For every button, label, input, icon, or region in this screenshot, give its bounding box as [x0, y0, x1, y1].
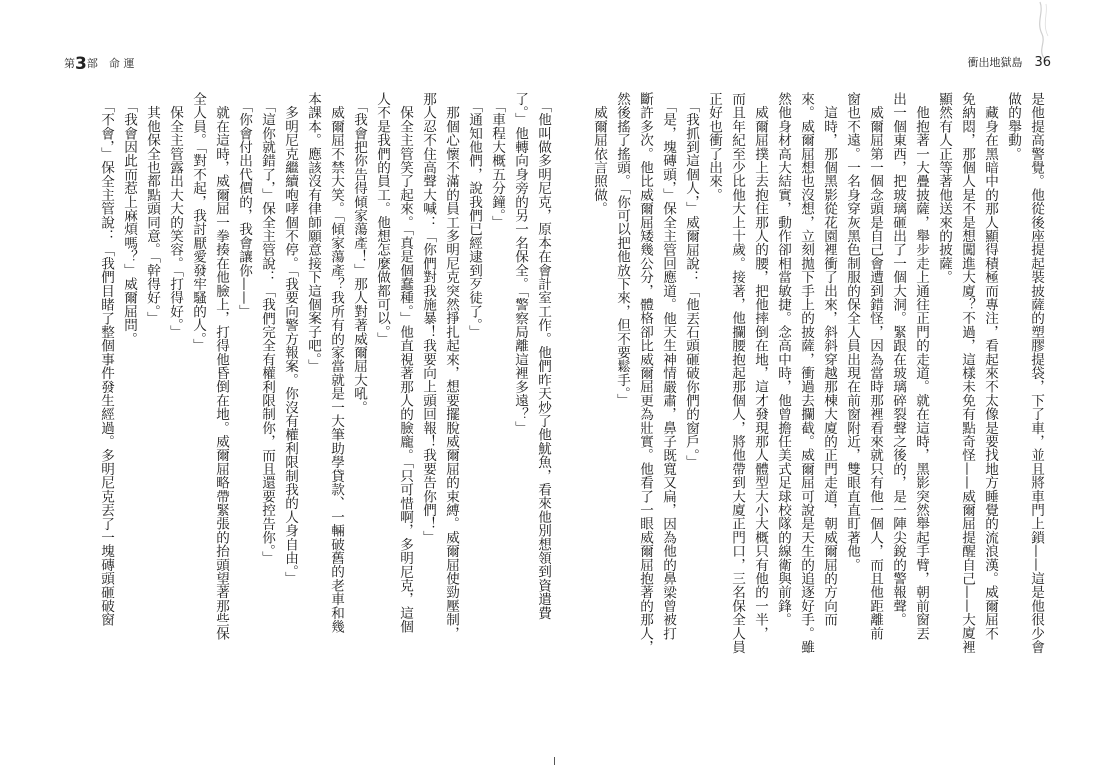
text-line: 是他提高警覺。他從後座提起裝披薩的塑膠提袋，下了車，並且將車門上鎖——這是他很少會 — [1028, 92, 1044, 654]
text-line: 他抱著一大疊披薩，舉步走上通往正門的走道。就在這時，黑影突然舉起手臂，朝前窗丟 — [913, 92, 929, 640]
text-line: 而且年紀至少比他大上十歲。接著，他攔腰抱起那個人，將他帶到大廈正門口，三名保全人員 — [729, 92, 745, 654]
text-line: 其他保全也都點頭同意。「幹得好。」 — [144, 92, 160, 325]
text-line: 保全主管笑了起來。「真是個蠢種。」他直視著那人的臉龐。「只可惜啊，多明尼克，這個 — [397, 92, 413, 634]
text-line: 來。威爾屈想也沒想，立刻拋下手上的披薩，衝過去攔截。威爾屈可說是天生的追逐好手。雖 — [798, 92, 814, 654]
text-line: 那人忍不住高聲大喊：「你們對我施暴！我要向上頭回報！我要告你們！」 — [420, 92, 436, 545]
part-prefix: 第 — [64, 57, 75, 70]
book-title: 衝出地獄島 — [967, 56, 1023, 69]
text-line: 威爾屈不禁大笑。「傾家蕩產？我所有的家當就是一大筆助學貸款、一輛破舊的老車和幾 — [328, 92, 344, 634]
text-line: 「不會，」保全主管說：「我們目睹了整個事件發生經過。多明尼克丟了一塊磚頭砸破窗 — [98, 92, 114, 627]
text-line: 做的舉動。 — [1005, 92, 1021, 161]
text-line: 本課本。應該沒有律師願意接下這個案子吧。」 — [305, 92, 321, 373]
part-title: 部 命 運 — [86, 57, 135, 70]
text-line: 窗也不遠。一名身穿灰黑色制服的保全人員出現在前窗附近，雙眼直直盯著他。 — [844, 92, 860, 572]
part-number: 3 — [75, 54, 87, 74]
text-line: 「我會因此而惹上麻煩嗎？」威爾屈問。 — [121, 92, 137, 346]
text-line: 藏身在黑暗中的那人顯得積極而專注，看起來不太像是要找地方睡覺的流浪漢。威爾屈不 — [982, 92, 998, 640]
text-line: 威爾屈依言照做。 — [591, 92, 607, 216]
text-line: 「車程大概五分鐘。」 — [489, 92, 505, 230]
text-line: 「這你就錯了，」保全主管說：「我們完全有權利限制你，而且還要控告你。」 — [259, 92, 275, 565]
text-line: 正好也衝了出來。 — [706, 92, 722, 202]
text-line: 這時，那個黑影從花園裡衝了出來，斜斜穿越那棟大廈的正門走道，朝威爾屈的方向而 — [821, 92, 837, 627]
left-page-text — [64, 92, 554, 712]
text-line: 「你會付出代價的，我會讓你——」 — [236, 92, 252, 319]
text-line: 「我會把你告得傾家蕩產！」那人對著威爾屈大吼。 — [351, 92, 367, 414]
text-line: 了。」他轉向身旁的另一名保全。「警察局離這裡多遠？」 — [512, 92, 528, 435]
right-page-text — [587, 92, 1047, 712]
page-number: 36 — [1034, 55, 1051, 70]
text-line: 然他身材高大結實，動作卻相當敏捷。念高中時，他曾擔任美式足球校隊的線衛與前鋒。 — [775, 92, 791, 627]
text-line: 那個心懷不滿的員工多明尼克突然掙扎起來，想要擺脫威爾屈的束縛。威爾屈使勁壓制， — [443, 92, 459, 640]
text-line: 免納悶，那個人是不是想闖進大廈？不過，這樣未免有點奇怪——威爾屈提醒自己——大廈裡 — [959, 92, 975, 654]
text-line: 威爾屈撲上去抱住那人的腰，把他摔倒在地，這才發現那人體型大小大概只有他的一半， — [752, 92, 768, 640]
text-line: 然後搖了搖頭。「你可以把他放下來，但不要鬆手。」 — [614, 92, 630, 408]
running-head-part — [64, 54, 134, 74]
text-line: 保全主管露出大大的笑容。「打得好。」 — [167, 92, 183, 339]
text-line: 全人員。「對不起，我討厭愛發牢騷的人。」 — [190, 92, 206, 353]
text-line: 「他叫做多明尼克，原本在會計室工作。他們昨天炒了他魷魚，看來他別想領到資遣費 — [535, 92, 551, 620]
text-line: 人不是我們的員工。他想怎麼做都可以。」 — [374, 92, 390, 346]
text-line: 顯然有人正等著他送來的披薩。 — [936, 92, 952, 284]
text-line: 出一個東西，把玻璃砸出了一個大洞。緊跟在玻璃碎裂聲之後的，是一陣尖銳的警報聲。 — [890, 92, 906, 627]
text-line: 「是，塊磚頭，」保全主管回應道。他天生神情嚴肅，鼻子既寬又扁，因為他的鼻梁曾被打 — [660, 92, 676, 641]
text-line: 「我抓到這個人，」威爾屈說：「他丟石頭砸破你們的窗戶。」 — [683, 92, 699, 469]
gutter-mark — [554, 757, 555, 765]
text-line: 斷許多次。他比威爾屈矮幾公分，體格卻比威爾屈更為壯實。他看了一眼威爾屈抱著的那人， — [637, 92, 653, 654]
text-line: 「通知他們，說我們已經逮到歹徒了。」 — [466, 92, 482, 339]
decorative-brush-stroke — [1010, 0, 1070, 60]
text-line: 威爾屈第一個念頭是自己會遭到錯怪，因為當時那裡看來就只有他一個人，而且他距離前 — [867, 92, 883, 640]
text-line: 多明尼克繼續咆哮個不停。「我要向警方報案。你沒有權利限制我的人身自由。」 — [282, 92, 298, 586]
text-line: 就在這時，威爾屈一拳揍在他臉上，打得他昏倒在地。威爾屈略帶緊張的抬頭望著那些保 — [213, 92, 229, 640]
